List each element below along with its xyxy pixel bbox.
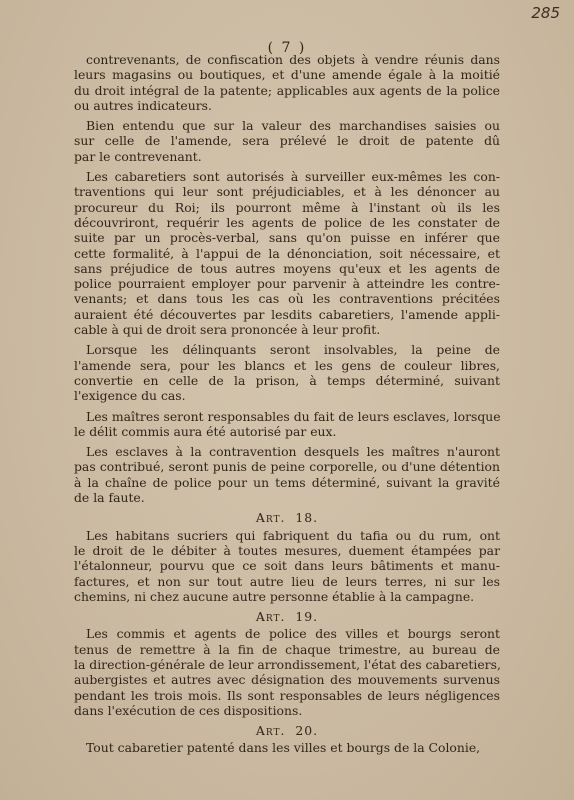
text-line: le délit commis aura été autorisé par eux. bbox=[74, 423, 337, 439]
text-line: Bien entendu que sur la valeur des marchandises saisies ou bbox=[86, 118, 500, 134]
text-line: suite par un procès-verbal, sans qu'on puisse en inférer que bbox=[74, 230, 500, 246]
text-line: pas contribué, seront punis de peine corporelle, ou d'une détention bbox=[74, 459, 500, 475]
text-line: ou autres indicateurs. bbox=[74, 97, 212, 113]
article-body bbox=[74, 528, 500, 604]
article-number: 18. bbox=[295, 510, 319, 526]
text-line: Les habitans sucriers qui fabriquent du tafia ou du rum, ont bbox=[86, 527, 500, 543]
article-number: 20. bbox=[295, 723, 319, 739]
articles bbox=[74, 510, 500, 755]
text-line: cable à qui de droit sera prononcée à leur profit. bbox=[74, 322, 381, 338]
folio-number: 285 bbox=[531, 4, 560, 22]
text-line: sans préjudice de tous autres moyens qu'eux et les agents de bbox=[74, 260, 500, 276]
text-line: dans l'exécution de ces dispositions. bbox=[74, 702, 303, 718]
text-line: l'amende sera, pour les blancs et les gens de couleur libres, bbox=[74, 357, 500, 373]
text-line: leurs magasins ou boutiques, et d'une amende égale à la moitié bbox=[74, 67, 500, 83]
text-line: venants; et dans tous les cas où les contraventions précitées bbox=[74, 291, 500, 307]
article-number: 19. bbox=[295, 609, 319, 625]
text-line: traventions qui leur sont préjudiciables, et à les dénoncer au bbox=[74, 184, 500, 200]
article-label: Art. bbox=[255, 510, 286, 526]
text-line: Les commis et agents de police des villes et bourgs seront bbox=[86, 626, 500, 642]
text-line: sur celle de l'amende, sera prélevé le droit de patente dû bbox=[74, 133, 500, 149]
text-line: police pourraient employer pour parvenir à atteindre les contre- bbox=[74, 276, 500, 292]
text-line: factures, et non sur tout autre lieu de leurs terres, ni sur les bbox=[74, 573, 500, 589]
text-line: convertie en celle de la prison, à temps déterminé, suivant bbox=[74, 372, 500, 388]
body-text bbox=[74, 52, 500, 761]
paragraph bbox=[74, 409, 500, 440]
article-heading bbox=[74, 723, 500, 738]
text-line: par le contrevenant. bbox=[74, 148, 202, 164]
text-line: Les cabaretiers sont autorisés à surveiller eux-mêmes les con- bbox=[86, 169, 500, 185]
text-line: procureur du Roi; ils pourront même à l'instant où ils les bbox=[74, 199, 500, 215]
paragraphs bbox=[74, 52, 500, 505]
text-line: le droit de le débiter à toutes mesures, duement étampées par bbox=[74, 542, 500, 558]
paragraph bbox=[74, 52, 500, 113]
text-line: découvriront, requérir les agents de police de les constater de bbox=[74, 214, 500, 230]
paragraph bbox=[74, 118, 500, 164]
article-body bbox=[74, 626, 500, 718]
text-line: Tout cabaretier patenté dans les villes et bourgs de la Colonie, bbox=[86, 740, 481, 756]
text-line: auraient été découvertes par lesdits cabaretiers, l'amende appli- bbox=[74, 306, 500, 322]
text-line: contrevenants, de confiscation des objets à vendre réunis dans bbox=[86, 52, 500, 67]
text-line: Lorsque les délinquants seront insolvables, la peine de bbox=[86, 342, 500, 358]
text-line: Les esclaves à la contravention desquels les maîtres n'auront bbox=[86, 444, 500, 460]
paragraph bbox=[74, 342, 500, 403]
text-line: l'exigence du cas. bbox=[74, 388, 186, 404]
text-line: tenus de remettre à la fin de chaque trimestre, au bureau de bbox=[74, 641, 500, 657]
text-line: aubergistes et autres avec désignation des mouvements survenus bbox=[74, 672, 500, 688]
article-label: Art. bbox=[255, 609, 286, 625]
paragraph bbox=[74, 169, 500, 337]
article-label: Art. bbox=[255, 723, 286, 739]
text-line: à la chaîne de police pour un tems déterminé, suivant la gravité bbox=[74, 474, 500, 490]
text-line: pendant les trois mois. Ils sont responsables de leurs négligences bbox=[74, 687, 500, 703]
article-heading bbox=[74, 510, 500, 525]
text-line: la direction-générale de leur arrondissement, l'état des cabaretiers, bbox=[74, 656, 501, 672]
article-body bbox=[74, 740, 500, 755]
text-line: Les maîtres seront responsables du fait de leurs esclaves, lorsque bbox=[86, 408, 501, 424]
page-number: ( 7 ) bbox=[267, 40, 307, 56]
text-line: l'étalonneur, pourvu que ce soit dans leurs bâtiments et manu- bbox=[74, 558, 500, 574]
article-heading bbox=[74, 609, 500, 624]
text-line: cette formalité, à l'appui de la dénonciation, soit nécessaire, et bbox=[74, 245, 500, 261]
text-line: de la faute. bbox=[74, 490, 145, 506]
paragraph bbox=[74, 444, 500, 505]
text-line: du droit intégral de la patente; applicables aux agents de la police bbox=[74, 82, 500, 98]
text-line: chemins, ni chez aucune autre personne établie à la campagne. bbox=[74, 588, 475, 604]
